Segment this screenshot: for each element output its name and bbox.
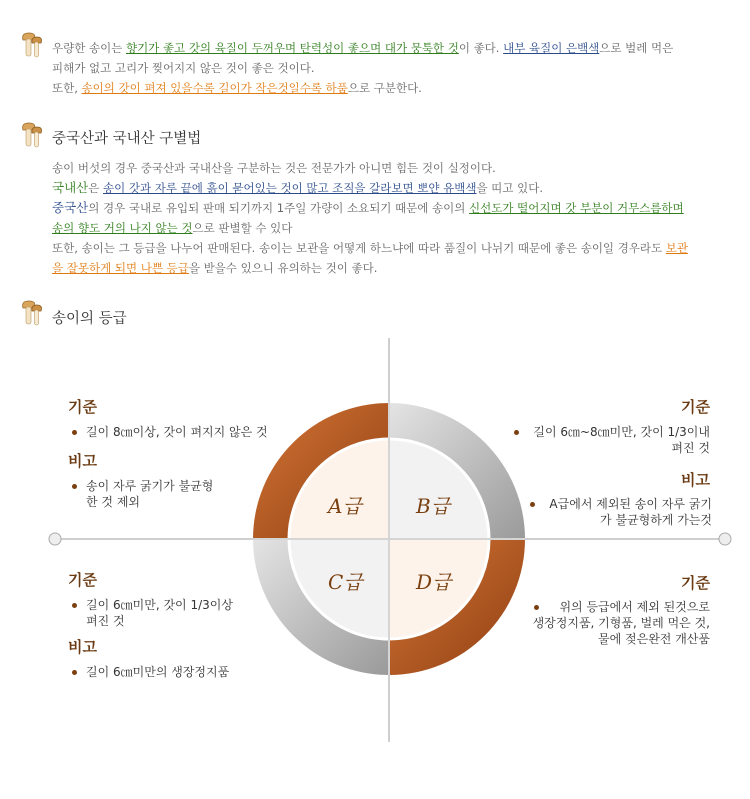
c-note-text: 길이 6㎝미만의 생장정지품 bbox=[86, 665, 230, 679]
d-criteria-item bbox=[520, 599, 710, 647]
b-criteria-text1: 길이 6㎝~8㎝미만, 갓이 1/3이내 bbox=[533, 425, 710, 439]
c-criteria-text2: 펴진 것 bbox=[86, 614, 125, 628]
o-line5-pre: 또한, 송이는 그 등급을 나누어 판매된다. 송이는 보관을 어떻게 하느냐에 따라 품질이 나뉘기 때문에 좋은 송이일 경우라도 bbox=[52, 241, 666, 255]
grade-heading: 송이의 등급 bbox=[52, 311, 127, 327]
b-note-text2: 가 불균형하게 가는것 bbox=[600, 513, 712, 527]
o-domestic-label: 국내산 bbox=[52, 180, 89, 195]
c-criteria-text1: 길이 6㎝미만, 갓이 1/3이상 bbox=[86, 598, 233, 612]
mushroom-icon bbox=[17, 120, 45, 150]
q-line3-pre: 또한, bbox=[52, 81, 82, 95]
d-criteria-text3: 물에 젖은완전 개산품 bbox=[598, 632, 710, 646]
q-line1-pre: 우량한 송이는 bbox=[52, 41, 126, 55]
c-criteria-title: 기준 bbox=[68, 571, 97, 589]
b-note-item bbox=[530, 496, 712, 528]
grade-b-label: B급 bbox=[416, 494, 451, 518]
origin-description bbox=[52, 158, 742, 278]
q-line1-blue: 내부 육질이 은백색 bbox=[503, 41, 600, 55]
c-note-title: 비고 bbox=[68, 638, 97, 656]
q-line1-green: 향기가 좋고 갓의 육질이 두꺼우며 탄력성이 좋으며 대가 뭉툭한 것 bbox=[125, 41, 459, 55]
grade-d-label: D급 bbox=[416, 570, 452, 594]
o-line4-post: 으로 판별할 수 있다 bbox=[192, 221, 293, 235]
o-line2-mid: 은 bbox=[88, 181, 103, 195]
b-criteria-title: 기준 bbox=[681, 398, 710, 416]
grade-a-label: A급 bbox=[328, 494, 362, 518]
o-line3-green: 신선도가 떨어지며 갓 부분이 거무스름하며 bbox=[469, 201, 684, 215]
b-criteria-text2: 펴진 것 bbox=[671, 441, 710, 455]
o-line3-mid: 의 경우 국내로 유입되 판매 되기까지 1주일 가량이 소요되기 때문에 송이의 bbox=[88, 201, 470, 215]
a-criteria-item bbox=[72, 424, 268, 440]
b-note-title: 비고 bbox=[681, 471, 710, 489]
q-line1-post: 으로 벌레 먹은 bbox=[599, 41, 674, 55]
c-criteria-item bbox=[72, 597, 233, 629]
d-criteria-text2: 생장정지품, 기형품, 벌레 먹은 것, bbox=[532, 616, 710, 630]
origin-heading: 중국산과 국내산 구별법 bbox=[52, 131, 202, 147]
q-line2: 피해가 없고 고리가 찢어지지 않은 것이 좋은 것이다. bbox=[52, 61, 315, 75]
d-criteria-title: 기준 bbox=[681, 574, 710, 592]
q-line3-post: 으로 구분한다. bbox=[347, 81, 422, 95]
a-note-title: 비고 bbox=[68, 452, 97, 470]
q-line3-orange: 송이의 갓이 펴져 있을수록 길이가 작은것일수록 하품 bbox=[81, 81, 348, 95]
q-line1-mid: 이 좋다. bbox=[458, 41, 504, 55]
o-line6-orange: 을 잘못하게 되면 나쁜 등급 bbox=[52, 261, 189, 275]
o-line4-green: 송의 향도 거의 나지 않는 것 bbox=[52, 221, 193, 235]
o-line6-post: 을 받을수 있으니 유의하는 것이 좋다. bbox=[188, 261, 378, 275]
o-line1: 송이 버섯의 경우 중국산과 국내산을 구분하는 것은 전문가가 아니면 힘든 것이 실정이다. bbox=[52, 161, 496, 175]
a-criteria-text: 길이 8㎝이상, 갓이 펴지지 않은 것 bbox=[86, 425, 268, 439]
quality-description bbox=[52, 38, 742, 98]
o-chinese-label: 중국산 bbox=[52, 200, 89, 215]
a-note-text2: 한 것 제외 bbox=[86, 495, 140, 509]
o-line2-blue: 송이 갓과 자루 끝에 흙이 묻어있는 것이 많고 조직을 갈라보면 뽀얀 유백색 bbox=[103, 181, 477, 195]
o-line5-orange: 보관 bbox=[665, 241, 689, 255]
axis-end-left bbox=[49, 533, 61, 545]
mushroom-icon bbox=[17, 298, 45, 328]
mushroom-icon bbox=[17, 30, 45, 60]
b-criteria-item bbox=[514, 424, 710, 456]
grade-diagram bbox=[0, 330, 750, 750]
c-note-item bbox=[72, 664, 229, 680]
a-criteria-title: 기준 bbox=[68, 398, 97, 416]
d-criteria-text1: 위의 등급에서 제외 된것으로 bbox=[559, 600, 710, 614]
o-line2-post: 을 띠고 있다. bbox=[476, 181, 543, 195]
a-note-text1: 송이 자루 굵기가 불균형 bbox=[86, 479, 214, 493]
a-note-item bbox=[72, 478, 213, 510]
grade-c-label: C급 bbox=[328, 570, 363, 594]
axis-end-right bbox=[719, 533, 731, 545]
b-note-text1: A급에서 제외된 송이 자루 굵기 bbox=[549, 497, 712, 511]
